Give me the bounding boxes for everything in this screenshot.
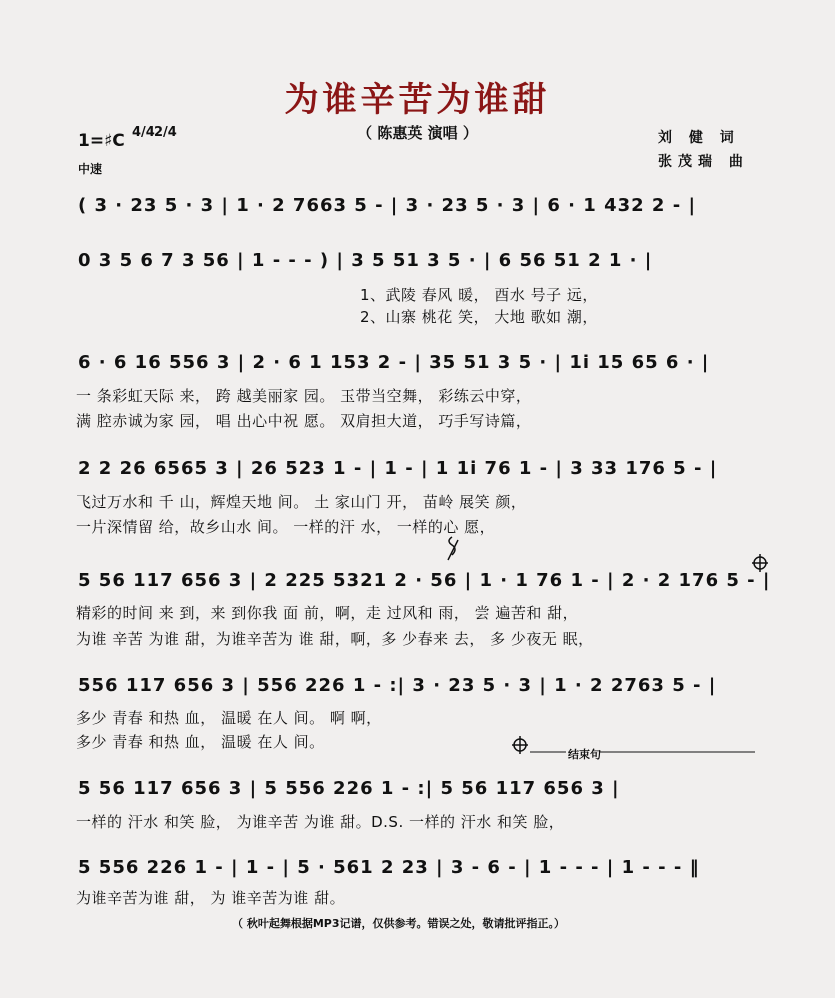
lyric-row-6-verse-2: 多少 青春 和热 血， 温暖 在人 间。: [76, 733, 325, 751]
lyric-row-3-verse-1: 一 条彩虹天际 来， 跨 越美丽家 园。 玉带当空舞， 彩练云中穿，: [76, 387, 532, 405]
lyricist-credit: 刘 健 词: [658, 130, 740, 146]
lyric-row-7: 一样的 汗水 和笑 脸， 为谁辛苦 为谁 甜。D.S. 一样的 汗水 和笑 脸，: [76, 813, 565, 831]
score-row-3: 6 · 6 16 556 3 | 2 · 6 1 153 2 - | 35 51 3 5 · | 1i 15 65 6 · |: [78, 352, 710, 373]
score-row-4: 2 2 26 6565 3 | 26 523 1 - | 1 - | 1 1i 76 1 - | 3 33 176 5 - |: [78, 458, 718, 479]
score-row-1: ( 3 · 23 5 · 3 | 1 · 2 7663 5 - | 3 · 23 5 · 3 | 6 · 1 432 2 - |: [78, 195, 697, 216]
footnote: （ 秋叶起舞根据MP3记谱，仅供参考。错误之处，敬请批评指正。）: [232, 917, 565, 930]
key-signature: 1=♯C: [78, 131, 125, 151]
time-signature-2: 2/4: [154, 125, 177, 140]
tempo-marking: 中速: [78, 162, 103, 176]
lyric-row-4-verse-2: 一片深情留 给，故乡山水 间。 一样的汗 水， 一样的心 愿，: [76, 518, 496, 536]
segno-icon: [448, 537, 458, 560]
lyric-row-5-verse-1: 精彩的时间 来 到，来 到你我 面 前，啊，走 过风和 雨， 尝 遍苦和 甜，: [76, 604, 579, 622]
lyric-row-2-verse-2: 2、山寨 桃花 笑， 大地 歌如 潮，: [360, 308, 598, 326]
composer-credit: 张茂瑞 曲: [658, 154, 749, 170]
singer-credit: （ 陈惠英 演唱 ）: [357, 124, 478, 142]
score-row-7: 5 56 117 656 3 | 5 556 226 1 - :| 5 56 117 656 3 |: [78, 778, 620, 799]
lyric-row-6-verse-1: 多少 青春 和热 血， 温暖 在人 间。 啊 啊，: [76, 709, 382, 727]
coda-icon-ending: [512, 736, 528, 754]
ending-phrase-label: 结束句: [568, 748, 601, 761]
score-row-8: 5 556 226 1 - | 1 - | 5 · 561 2 23 | 3 - 6 - | 1 - - - | 1 - - - ‖: [78, 857, 700, 878]
score-row-6: 556 117 656 3 | 556 226 1 - :| 3 · 23 5 · 3 | 1 · 2 2763 5 - |: [78, 675, 717, 696]
score-row-5: 5 56 117 656 3 | 2 225 5321 2 · 56 | 1 · 1 76 1 - | 2 · 2 176 5 - |: [78, 570, 771, 591]
lyric-row-5-verse-2: 为谁 辛苦 为谁 甜，为谁辛苦为 谁 甜，啊，多 少春来 去， 多 少夜无 眠，: [76, 630, 594, 648]
time-signature-1: 4/4: [132, 125, 155, 140]
lyric-row-3-verse-2: 满 腔赤诚为家 园， 唱 出心中祝 愿。 双肩担大道， 巧手写诗篇，: [76, 412, 532, 430]
lyric-row-4-verse-1: 飞过万水和 千 山，辉煌天地 间。 土 家山门 开， 苗岭 展笑 颜，: [76, 493, 527, 511]
lyric-row-8: 为谁辛苦为谁 甜， 为 谁辛苦为谁 甜。: [76, 889, 346, 907]
score-row-2: 0 3 5 6 7 3 56 | 1 - - - ) | 3 5 51 3 5 · | 6 56 51 2 1 · |: [78, 250, 653, 271]
song-title: 为谁辛苦为谁甜: [284, 80, 551, 120]
coda-icon-top-right: [752, 554, 768, 572]
lyric-row-2-verse-1: 1、武陵 春风 暖， 酉水 号子 远，: [360, 286, 598, 304]
